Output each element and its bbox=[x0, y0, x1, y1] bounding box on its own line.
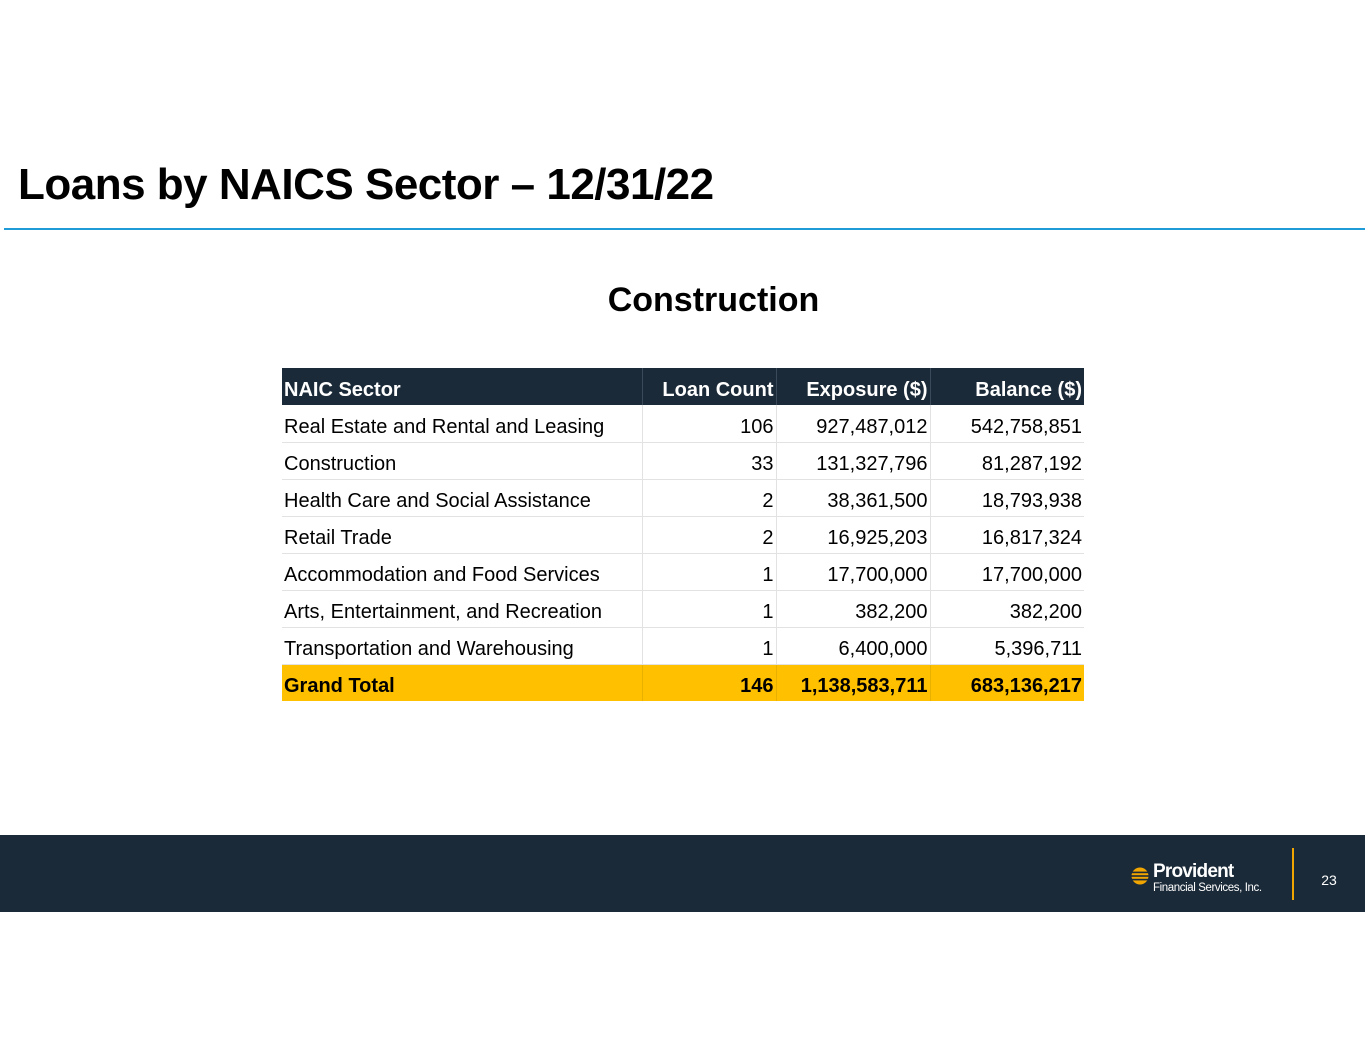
table-header-row bbox=[282, 368, 1084, 405]
cell-balance: 16,817,324 bbox=[930, 516, 1084, 553]
total-label: Grand Total bbox=[282, 664, 642, 701]
cell-loan-count: 1 bbox=[642, 627, 776, 664]
naics-sector-table bbox=[282, 368, 1084, 701]
table-row bbox=[282, 590, 1084, 627]
cell-sector: Retail Trade bbox=[282, 516, 642, 553]
cell-exposure: 16,925,203 bbox=[776, 516, 930, 553]
cell-sector: Transportation and Warehousing bbox=[282, 627, 642, 664]
cell-exposure: 382,200 bbox=[776, 590, 930, 627]
cell-exposure: 927,487,012 bbox=[776, 405, 930, 442]
cell-balance: 17,700,000 bbox=[930, 553, 1084, 590]
table-row bbox=[282, 405, 1084, 442]
cell-exposure: 131,327,796 bbox=[776, 442, 930, 479]
logo-name: Provident bbox=[1153, 861, 1234, 882]
cell-exposure: 17,700,000 bbox=[776, 553, 930, 590]
grand-total-row bbox=[282, 664, 1084, 701]
page-number: 23 bbox=[1321, 872, 1337, 888]
cell-sector: Health Care and Social Assistance bbox=[282, 479, 642, 516]
column-header-loan-count: Loan Count bbox=[642, 368, 776, 405]
column-header-exposure: Exposure ($) bbox=[776, 368, 930, 405]
cell-balance: 81,287,192 bbox=[930, 442, 1084, 479]
logo-subtitle: Financial Services, Inc. bbox=[1153, 882, 1262, 894]
total-loan-count: 146 bbox=[642, 664, 776, 701]
cell-loan-count: 2 bbox=[642, 479, 776, 516]
table-row bbox=[282, 627, 1084, 664]
cell-sector: Accommodation and Food Services bbox=[282, 553, 642, 590]
table-row bbox=[282, 553, 1084, 590]
cell-balance: 18,793,938 bbox=[930, 479, 1084, 516]
footer-divider bbox=[1292, 848, 1294, 900]
section-heading: Construction bbox=[607, 281, 820, 319]
cell-balance: 382,200 bbox=[930, 590, 1084, 627]
provident-logo bbox=[1131, 861, 1281, 899]
cell-exposure: 6,400,000 bbox=[776, 627, 930, 664]
cell-loan-count: 33 bbox=[642, 442, 776, 479]
table-row bbox=[282, 516, 1084, 553]
column-header-sector: NAIC Sector bbox=[282, 368, 642, 405]
footer-bar bbox=[0, 835, 1365, 912]
total-exposure: 1,138,583,711 bbox=[776, 664, 930, 701]
cell-sector: Real Estate and Rental and Leasing bbox=[282, 405, 642, 442]
cell-sector: Construction bbox=[282, 442, 642, 479]
table-row bbox=[282, 479, 1084, 516]
column-header-balance: Balance ($) bbox=[930, 368, 1084, 405]
cell-loan-count: 2 bbox=[642, 516, 776, 553]
total-balance: 683,136,217 bbox=[930, 664, 1084, 701]
table-row bbox=[282, 442, 1084, 479]
cell-balance: 542,758,851 bbox=[930, 405, 1084, 442]
provident-logo-icon bbox=[1131, 867, 1149, 885]
cell-balance: 5,396,711 bbox=[930, 627, 1084, 664]
cell-loan-count: 1 bbox=[642, 590, 776, 627]
slide-title: Loans by NAICS Sector – 12/31/22 bbox=[18, 160, 714, 209]
cell-exposure: 38,361,500 bbox=[776, 479, 930, 516]
cell-loan-count: 106 bbox=[642, 405, 776, 442]
cell-sector: Arts, Entertainment, and Recreation bbox=[282, 590, 642, 627]
title-divider bbox=[4, 228, 1365, 230]
cell-loan-count: 1 bbox=[642, 553, 776, 590]
